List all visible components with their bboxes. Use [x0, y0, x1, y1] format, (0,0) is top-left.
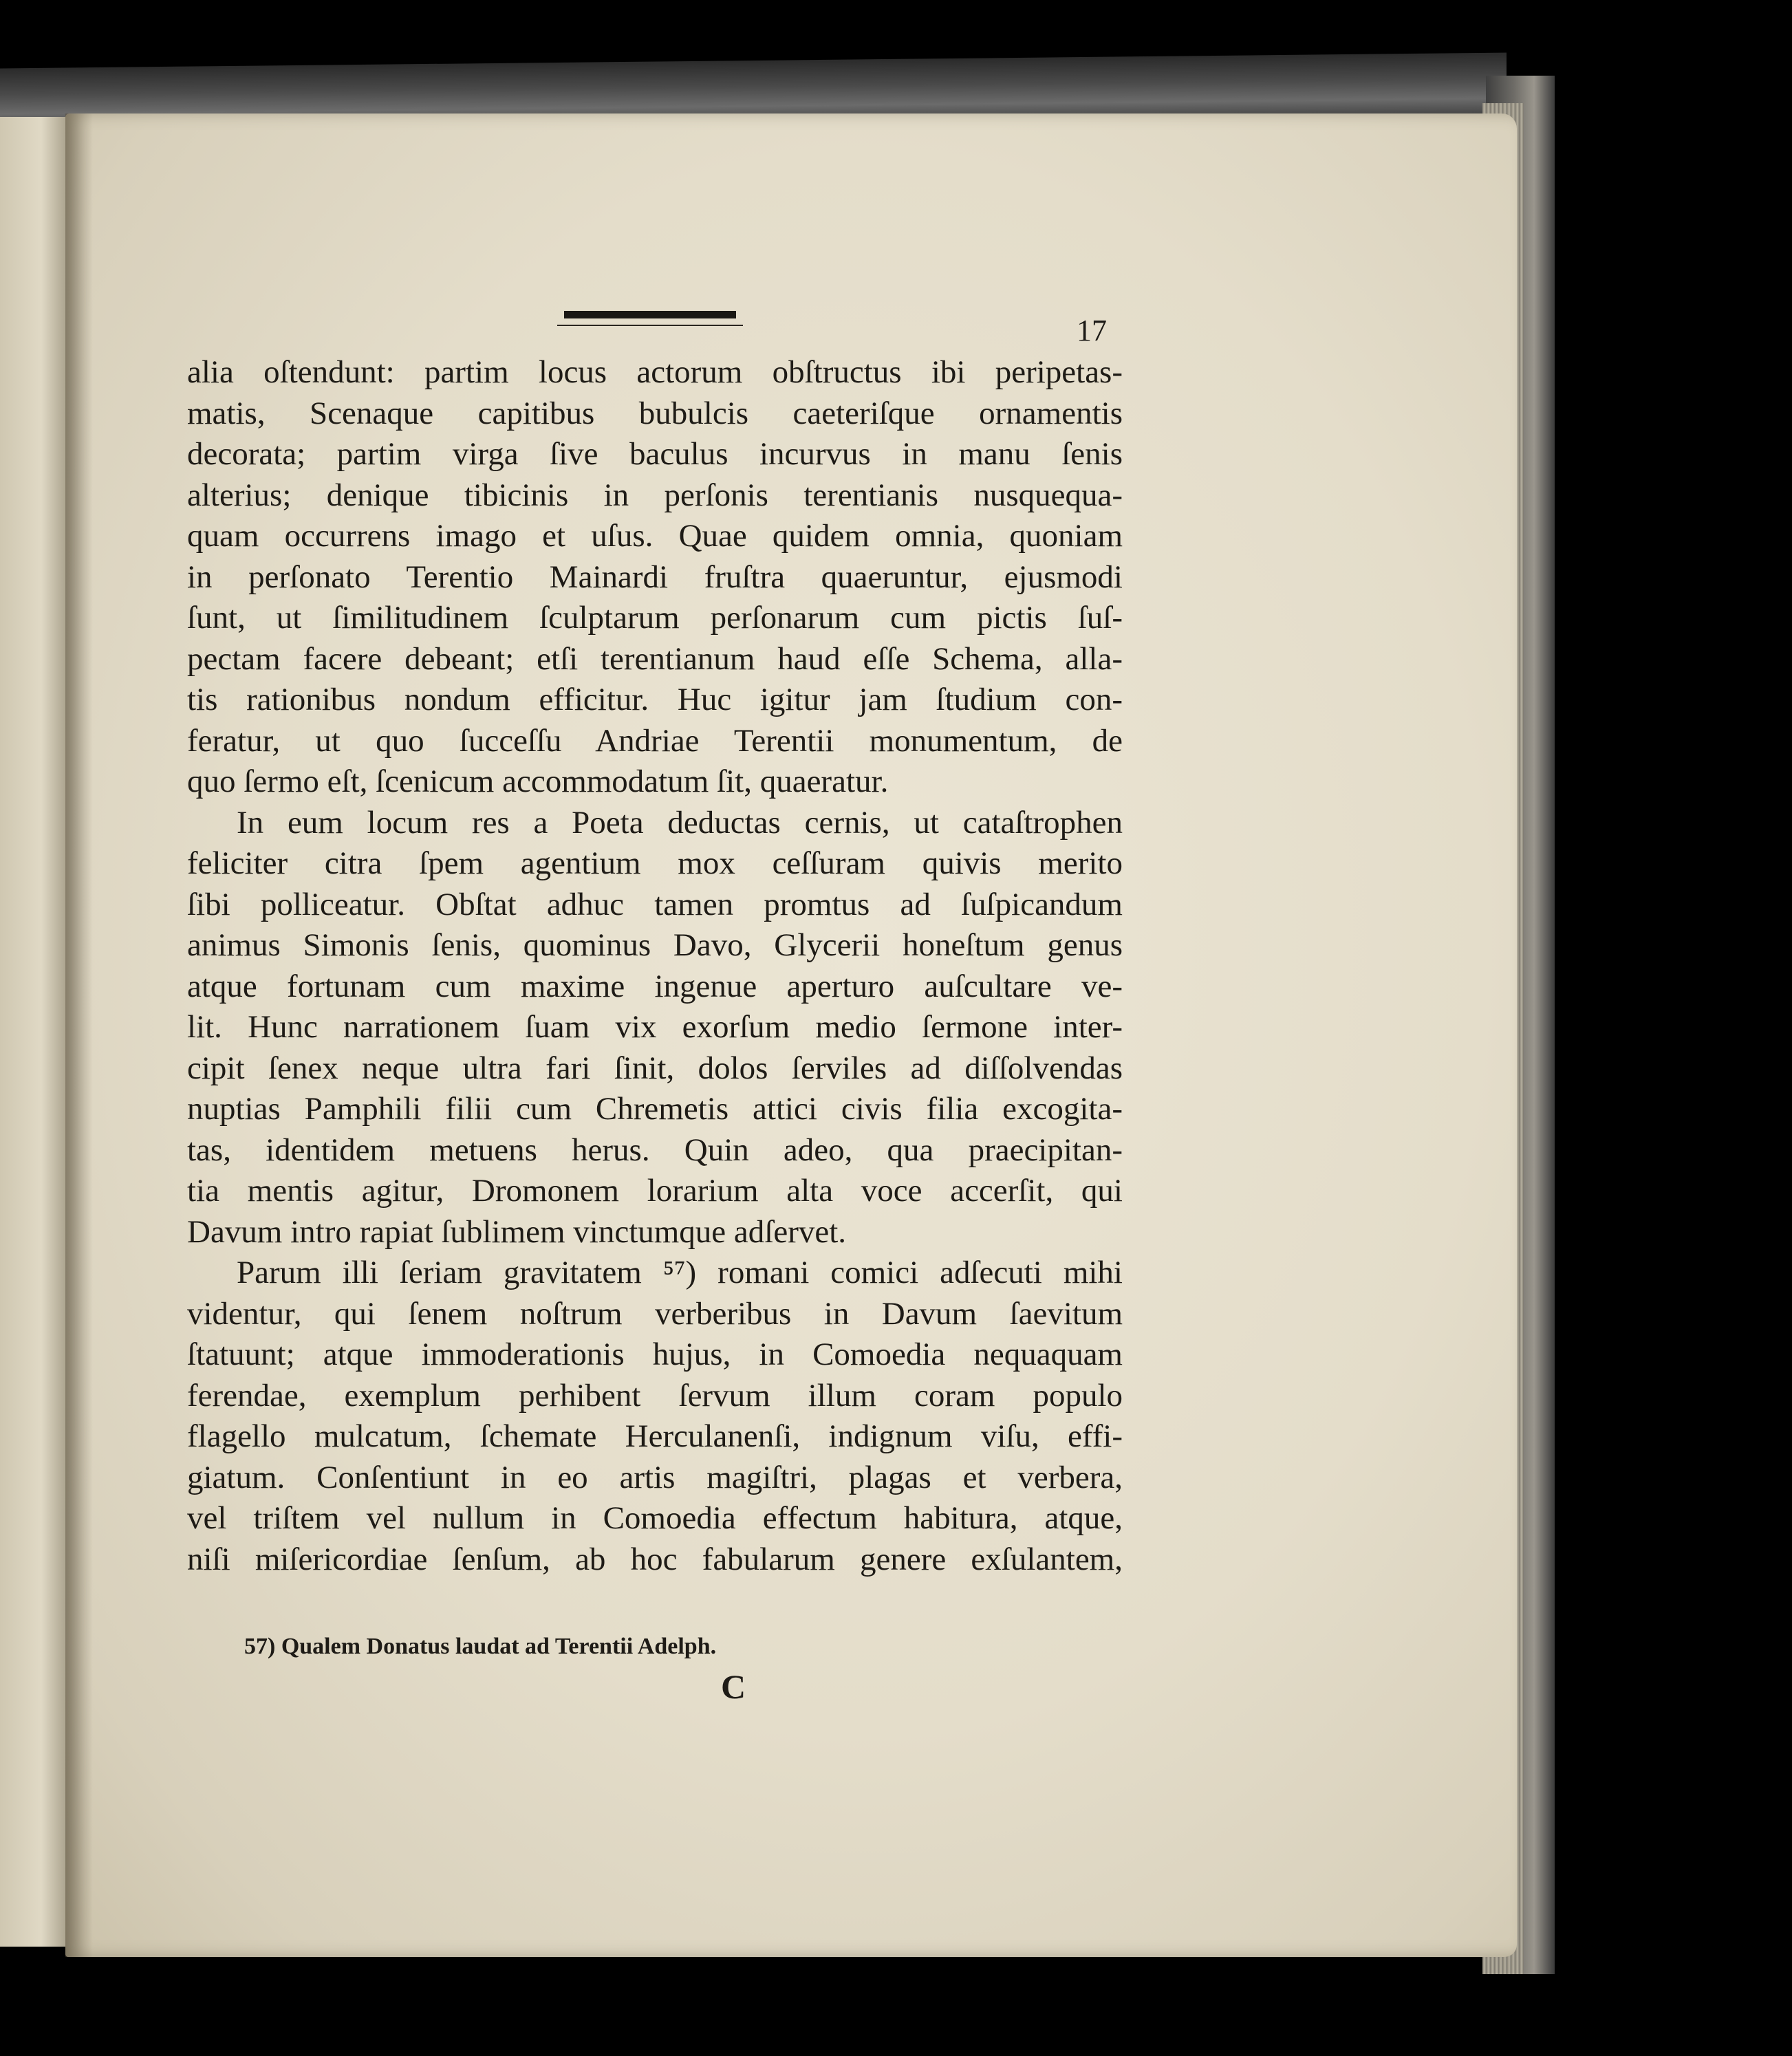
- text-line: tas, identidem metuens herus. Quin adeo, qua praecipitan-: [187, 1132, 1123, 1168]
- signature-mark: C: [721, 1667, 746, 1706]
- header-rule: [564, 311, 736, 318]
- body-text: [187, 352, 1123, 1580]
- text-line: Parum illi ſeriam gravitatem ⁵⁷) romani comici adſecuti mihi: [237, 1255, 1123, 1290]
- text-line: flagello mulcatum, ſchemate Herculanenſi, indignum viſu, effi-: [187, 1418, 1123, 1454]
- text-line: decorata; partim virga ſive baculus incurvus in manu ſenis: [187, 436, 1123, 472]
- text-line: videntur, qui ſenem noſtrum verberibus in Davum ſaevitum: [187, 1295, 1123, 1332]
- text-line: atque fortunam cum maxime ingenue aperturo auſcultare ve-: [187, 968, 1123, 1004]
- text-line: quo ſermo eſt, ſcenicum accommodatum ſit, quaeratur.: [187, 764, 889, 799]
- text-line: giatum. Conſentiunt in eo artis magiſtri, plagas et verbera,: [187, 1459, 1123, 1495]
- text-line: animus Simonis ſenis, quominus Davo, Glycerii honeſtum genus: [187, 927, 1123, 963]
- text-line: ſunt, ut ſimilitudinem ſculptarum perſonarum cum pictis ſuſ-: [187, 600, 1123, 636]
- text-line: alterius; denique tibicinis in perſonis terentianis nusquequa-: [187, 477, 1123, 513]
- header-rule-thin: [557, 325, 743, 326]
- text-line: In eum locum res a Poeta deductas cernis, ut cataſtrophen: [237, 804, 1123, 841]
- text-line: alia oſtendunt: partim locus actorum obſtructus ibi peripetas-: [187, 354, 1123, 390]
- text-line: pectam facere debeant; etſi terentianum haud eſſe Schema, alla-: [187, 640, 1123, 677]
- text-line: feratur, ut quo ſucceſſu Andriae Terentii monumentum, de: [187, 722, 1123, 759]
- text-line: ſibi polliceatur. Obſtat adhuc tamen promtus ad ſuſpicandum: [187, 886, 1123, 922]
- text-line: matis, Scenaque capitibus bubulcis caeteriſque ornamentis: [187, 395, 1123, 431]
- text-line: nuptias Pamphili filii cum Chremetis attici civis filia excogita-: [187, 1091, 1123, 1127]
- text-line: lit. Hunc narrationem ſuam vix exorſum medio ſermone inter-: [187, 1009, 1123, 1045]
- text-line: feliciter citra ſpem agentium mox ceſſuram quivis merito: [187, 845, 1123, 881]
- page-number: 17: [1077, 314, 1107, 347]
- text-line: tia mentis agitur, Dromonem lorarium alta voce accerſit, qui: [187, 1173, 1123, 1209]
- left-page-sliver: [0, 117, 69, 1947]
- text-line: vel triſtem vel nullum in Comoedia effectum habitura, atque,: [187, 1500, 1123, 1536]
- text-line: cipit ſenex neque ultra fari ſinit, dolos ſerviles ad diſſolvendas: [187, 1050, 1123, 1086]
- text-line: in perſonato Terentio Mainardi fruſtra quaeruntur, ejusmodi: [187, 559, 1123, 595]
- text-line: ſtatuunt; atque immoderationis hujus, in Comoedia nequaquam: [187, 1337, 1123, 1372]
- text-line: Davum intro rapiat ſublimem vinctumque adſervet.: [187, 1213, 847, 1250]
- text-line: quam occurrens imago et uſus. Quae quidem omnia, quoniam: [187, 518, 1123, 554]
- gutter-shadow: [65, 113, 93, 1957]
- text-line: ferendae, exemplum perhibent ſervum illum coram populo: [187, 1377, 1123, 1414]
- text-line: niſi miſericordiae ſenſum, ab hoc fabularum genere exſulantem,: [187, 1541, 1123, 1577]
- footnote: 57) Qualem Donatus laudat ad Terentii Adelph.: [244, 1634, 717, 1659]
- text-line: tis rationibus nondum efficitur. Huc igitur jam ſtudium con-: [187, 682, 1123, 717]
